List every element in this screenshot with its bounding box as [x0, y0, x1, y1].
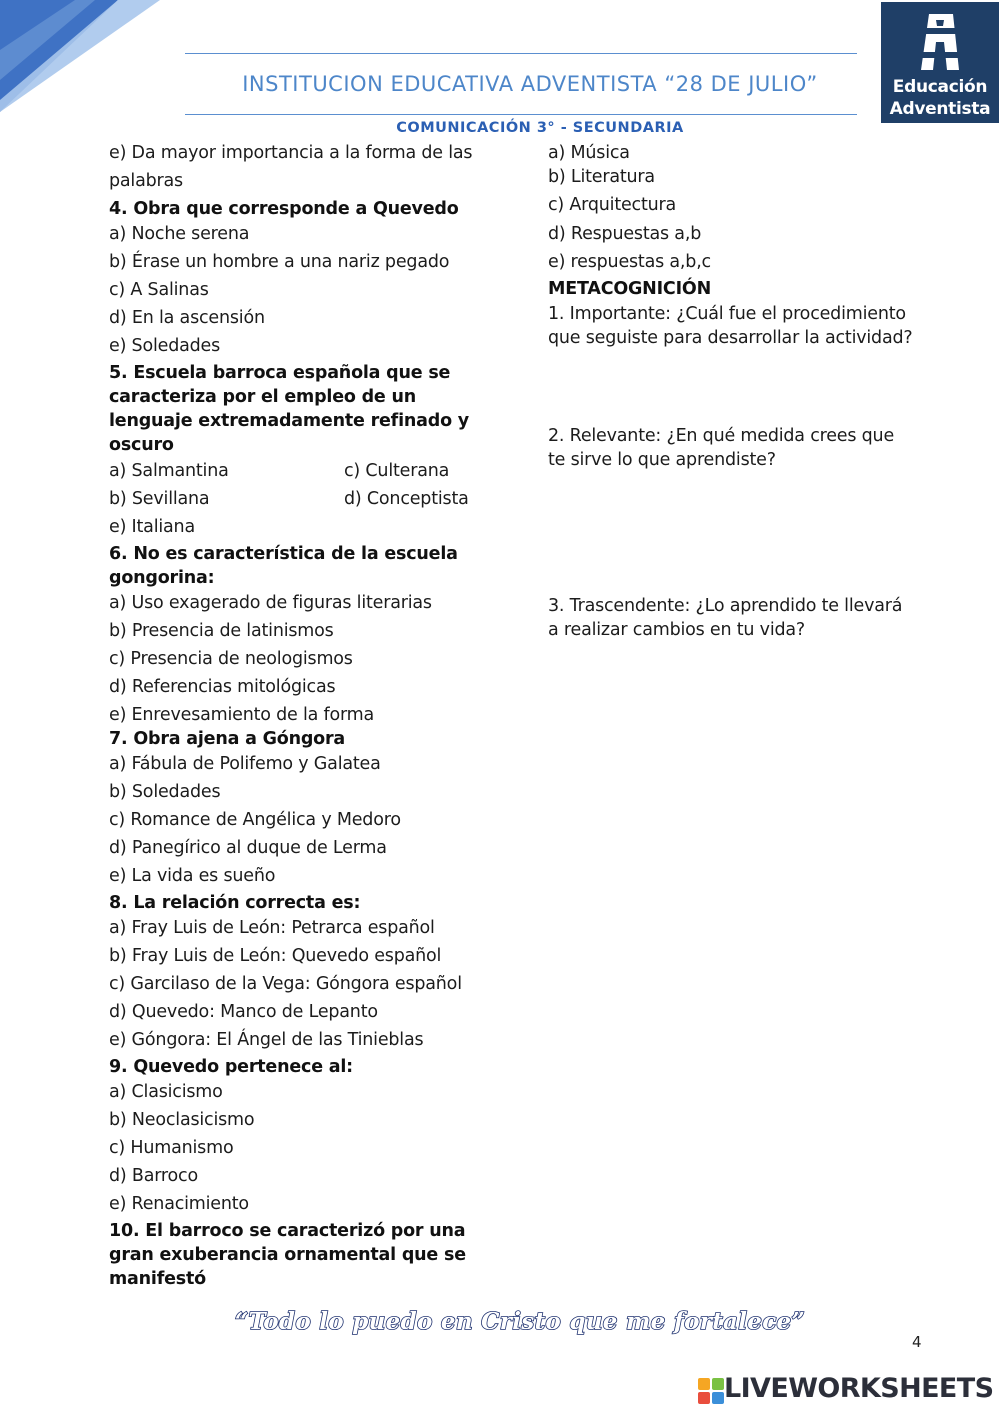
- q10-option-d: d) Respuestas a,b: [548, 224, 702, 244]
- q4-option-a: a) Noche serena: [109, 224, 250, 244]
- q6-option-a: a) Uso exagerado de figuras literarias: [109, 593, 432, 613]
- q9-option-d: d) Barroco: [109, 1166, 198, 1186]
- option-text: palabras: [109, 171, 183, 191]
- q4-option-e: e) Soledades: [109, 336, 221, 356]
- corner-decoration: [0, 0, 175, 112]
- q6-option-b: b) Presencia de latinismos: [109, 621, 334, 641]
- liveworksheets-icon: [698, 1378, 724, 1404]
- question-6-title: 6. No es característica de la escuela: [109, 544, 458, 564]
- q5-option-b: b) Sevillana: [109, 489, 210, 509]
- question-6-title: gongorina:: [109, 568, 215, 588]
- question-10-title: manifestó: [109, 1269, 206, 1289]
- meta-question-3: a realizar cambios en tu vida?: [548, 620, 806, 640]
- q10-option-b: b) Literatura: [548, 167, 655, 187]
- question-5-title: 5. Escuela barroca española que se: [109, 363, 451, 383]
- question-10-title: 10. El barroco se caracterizó por una: [109, 1221, 466, 1241]
- meta-question-2: te sirve lo que aprendiste?: [548, 450, 776, 470]
- educacion-adventista-logo: [881, 2, 999, 123]
- q7-option-a: a) Fábula de Polifemo y Galatea: [109, 754, 381, 774]
- q8-option-a: a) Fray Luis de León: Petrarca español: [109, 918, 435, 938]
- logo-line-2: Adventista: [889, 99, 991, 119]
- q4-option-d: d) En la ascensión: [109, 308, 265, 328]
- q6-option-c: c) Presencia de neologismos: [109, 649, 353, 669]
- q5-option-d: d) Conceptista: [344, 489, 469, 509]
- motto: “Todo lo puedo en Cristo que me fortalece”: [234, 1308, 805, 1335]
- school-name: INSTITUCION EDUCATIVA ADVENTISTA “28 DE JULIO”: [242, 72, 818, 96]
- q4-option-b: b) Érase un hombre a una nariz pegado: [109, 252, 450, 272]
- q9-option-a: a) Clasicismo: [109, 1082, 223, 1102]
- meta-question-3: 3. Trascendente: ¿Lo aprendido te llevará: [548, 596, 903, 616]
- question-5-title: oscuro: [109, 435, 174, 455]
- question-7-title: 7. Obra ajena a Góngora: [109, 729, 346, 749]
- adventist-flame-icon: [919, 12, 961, 72]
- q4-option-c: c) A Salinas: [109, 280, 209, 300]
- meta-question-2: 2. Relevante: ¿En qué medida crees que: [548, 426, 895, 446]
- q5-option-e: e) Italiana: [109, 517, 195, 537]
- question-8-title: 8. La relación correcta es:: [109, 893, 361, 913]
- question-5-title: lenguaje extremadamente refinado y: [109, 411, 469, 431]
- course-title: COMUNICACIÓN 3° - SECUNDARIA: [396, 120, 684, 136]
- page-number: 4: [912, 1333, 922, 1351]
- q6-option-d: d) Referencias mitológicas: [109, 677, 336, 697]
- q10-option-e: e) respuestas a,b,c: [548, 252, 711, 272]
- liveworksheets-brand[interactable]: LIVEWORKSHEETS: [724, 1373, 994, 1404]
- q8-option-b: b) Fray Luis de León: Quevedo español: [109, 946, 442, 966]
- q10-option-c: c) Arquitectura: [548, 195, 677, 215]
- q7-option-d: d) Panegírico al duque de Lerma: [109, 838, 387, 858]
- q6-option-e: e) Enrevesamiento de la forma: [109, 705, 375, 725]
- q7-option-b: b) Soledades: [109, 782, 221, 802]
- q9-option-e: e) Renacimiento: [109, 1194, 249, 1214]
- logo-line-1: Educación: [892, 77, 988, 97]
- q7-option-c: c) Romance de Angélica y Medoro: [109, 810, 401, 830]
- q7-option-e: e) La vida es sueño: [109, 866, 276, 886]
- q9-option-b: b) Neoclasicismo: [109, 1110, 255, 1130]
- metacognicion-heading: METACOGNICIÓN: [548, 279, 712, 299]
- option-text: e) Da mayor importancia a la forma de las: [109, 143, 473, 163]
- meta-question-1: que seguiste para desarrollar la actividad?: [548, 328, 913, 348]
- q9-option-c: c) Humanismo: [109, 1138, 234, 1158]
- q8-option-d: d) Quevedo: Manco de Lepanto: [109, 1002, 378, 1022]
- q10-option-a: a) Música: [548, 143, 630, 163]
- question-10-title: gran exuberancia ornamental que se: [109, 1245, 466, 1265]
- q5-option-a: a) Salmantina: [109, 461, 229, 481]
- q8-option-e: e) Góngora: El Ángel de las Tinieblas: [109, 1030, 424, 1050]
- question-5-title: caracteriza por el empleo de un: [109, 387, 416, 407]
- header-rule-bottom: [185, 114, 857, 115]
- question-4-title: 4. Obra que corresponde a Quevedo: [109, 199, 459, 219]
- question-9-title: 9. Quevedo pertenece al:: [109, 1057, 353, 1077]
- q8-option-c: c) Garcilaso de la Vega: Góngora español: [109, 974, 462, 994]
- meta-question-1: 1. Importante: ¿Cuál fue el procedimiento: [548, 304, 906, 324]
- q5-option-c: c) Culterana: [344, 461, 450, 481]
- header-rule-top: [185, 53, 857, 54]
